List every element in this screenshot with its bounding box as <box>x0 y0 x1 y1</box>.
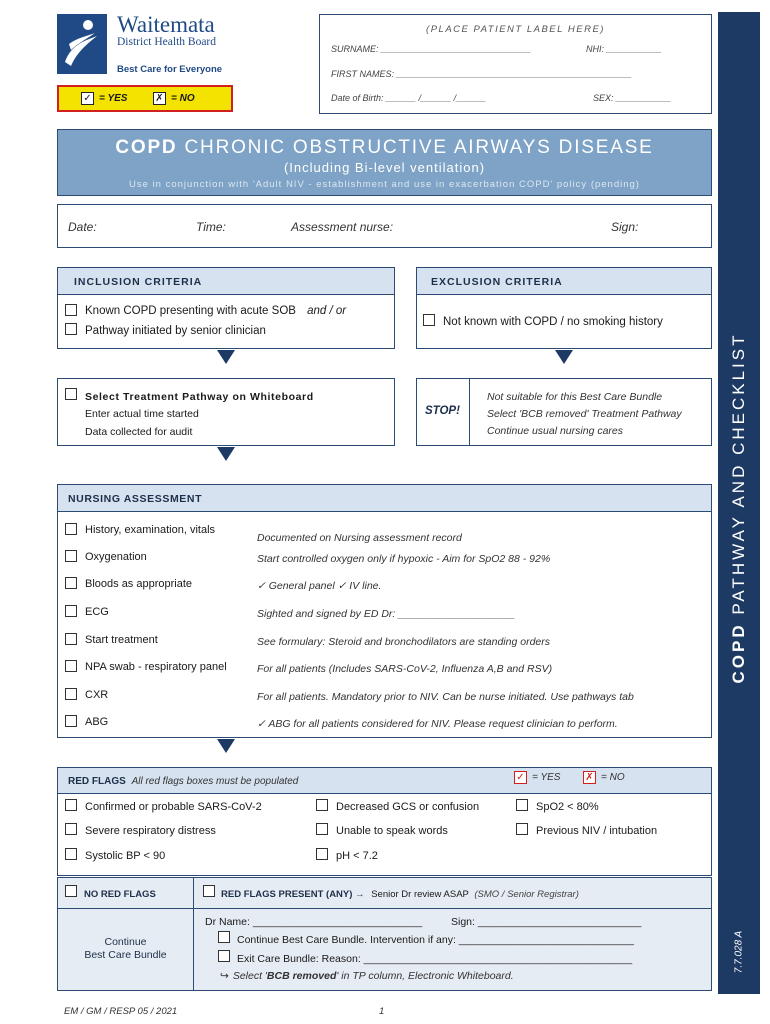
stop-box <box>416 378 712 446</box>
red-flags-note: All red flags boxes must be populated <box>131 776 299 787</box>
nursing-item-note: Documented on Nursing assessment record <box>257 532 462 544</box>
no-red-flags-checkbox[interactable] <box>65 885 77 897</box>
exclusion-item-1: Not known with COPD / no smoking history <box>443 316 663 328</box>
page-title <box>58 137 711 159</box>
red-flag-checkbox[interactable] <box>516 799 528 811</box>
nursing-checkbox[interactable] <box>65 577 77 589</box>
nhi-field[interactable]: NHI: ___________ <box>586 44 662 54</box>
nursing-checkbox[interactable] <box>65 715 77 727</box>
stop-label-cell <box>417 379 470 445</box>
nursing-checkbox[interactable] <box>65 605 77 617</box>
red-flag-label: Severe respiratory distress <box>85 825 216 837</box>
yes-no-legend <box>57 85 233 112</box>
nursing-checkbox[interactable] <box>65 688 77 700</box>
logo-subtitle: District Health Board <box>117 36 217 48</box>
inclusion-header: INCLUSION CRITERIA <box>74 276 203 288</box>
nursing-header: NURSING ASSESSMENT <box>68 493 203 505</box>
nursing-item-label: ABG <box>85 716 109 728</box>
arrow-down-icon <box>217 350 235 364</box>
inclusion-item-1 <box>85 305 346 317</box>
exclusion-criteria-box <box>416 267 712 349</box>
policy-note: Use in conjunction with 'Adult NIV - establishment and use in exacerbation COPD' policy (pending) <box>129 179 640 190</box>
red-flags-no-label: = NO <box>601 772 625 783</box>
treatment-checkbox[interactable] <box>65 388 77 400</box>
red-flags-yes-box: ✓ <box>514 771 527 784</box>
red-flags-yes-label: = YES <box>532 772 561 783</box>
exclusion-checkbox-1[interactable] <box>423 314 435 326</box>
red-flags-present-box <box>193 877 712 991</box>
stop-line-1: Not suitable for this Best Care Bundle <box>487 391 663 403</box>
continue-bundle-label[interactable]: Continue Best Care Bundle. Intervention if any: ______________________________ <box>237 934 634 946</box>
continue-bundle-checkbox[interactable] <box>218 931 230 943</box>
inclusion-item-2: Pathway initiated by senior clinician <box>85 325 266 337</box>
red-flags-present-label: RED FLAGS PRESENT (ANY) → <box>221 889 365 900</box>
red-flags-header <box>68 776 298 787</box>
arrow-down-icon <box>217 739 235 753</box>
red-flag-label: Decreased GCS or confusion <box>336 801 480 813</box>
red-flag-checkbox[interactable] <box>316 799 328 811</box>
side-banner-bold: COPD <box>729 622 748 684</box>
return-arrow-icon: ↪ <box>220 970 229 982</box>
red-flag-label: Previous NIV / intubation <box>536 825 658 837</box>
treatment-line-1: Enter actual time started <box>85 408 199 420</box>
stop-line-3: Continue usual nursing cares <box>487 425 623 437</box>
no-red-flags-box <box>57 877 194 991</box>
legend-no-label: = NO <box>171 93 195 104</box>
continue-line-1: Continue <box>104 936 147 948</box>
treatment-box <box>57 378 395 446</box>
select-suffix: ' in TP column, Electronic Whiteboard. <box>336 970 514 982</box>
surname-field[interactable]: SURNAME: ______________________________ <box>331 44 532 54</box>
senior-review-action: Senior Dr review ASAP <box>371 889 469 900</box>
bcb-removed-instruction <box>220 970 514 982</box>
stop-label: STOP! <box>425 405 460 417</box>
side-banner-rest: PATHWAY AND CHECKLIST <box>729 332 748 623</box>
red-flag-checkbox[interactable] <box>65 848 77 860</box>
nursing-item-note: For all patients. Mandatory prior to NIV. Can be nurse initiated. Use pathways tab <box>257 691 634 703</box>
dhb-logo <box>57 14 237 80</box>
exclusion-header: EXCLUSION CRITERIA <box>431 276 563 288</box>
red-flags-present-header <box>221 889 579 900</box>
no-red-flags-label: NO RED FLAGS <box>84 889 156 900</box>
nursing-item-label: ECG <box>85 606 109 618</box>
continue-line-2: Best Care Bundle <box>84 949 167 961</box>
treatment-line-2: Data collected for audit <box>85 426 193 438</box>
nursing-item-note: Start controlled oxygen only if hypoxic - Aim for SpO2 88 - 92% <box>257 553 551 565</box>
dr-sign-field[interactable]: Sign: ____________________________ <box>451 916 642 928</box>
red-flags-present-checkbox[interactable] <box>203 885 215 897</box>
title-bold: COPD <box>115 137 178 158</box>
patient-label-box <box>319 14 712 114</box>
nursing-checkbox[interactable] <box>65 660 77 672</box>
patient-label-title: (PLACE PATIENT LABEL HERE) <box>426 24 605 35</box>
title-block <box>57 129 712 196</box>
nursing-item-note: ✓ ABG for all patients considered for NIV. Please request clinician to perform. <box>257 718 618 730</box>
red-flags-present-divider <box>194 908 711 909</box>
nursing-checkbox[interactable] <box>65 523 77 535</box>
logo-tagline: Best Care for Everyone <box>117 64 223 75</box>
dr-name-field[interactable]: Dr Name: _____________________________ <box>205 916 423 928</box>
nursing-item-label: CXR <box>85 689 109 701</box>
logo-mark-icon <box>57 14 107 74</box>
nursing-item-label: NPA swab - respiratory panel <box>85 661 227 673</box>
time-field[interactable]: Time: <box>196 220 226 234</box>
red-flag-label: pH < 7.2 <box>336 850 378 862</box>
exit-bundle-label[interactable]: Exit Care Bundle: Reason: ______________________________________________ <box>237 953 633 965</box>
assessment-nurse-field[interactable]: Assessment nurse: <box>291 220 394 234</box>
senior-review-note: (SMO / Senior Registrar) <box>474 889 579 900</box>
red-flags-title: RED FLAGS <box>68 776 126 787</box>
legend-no-box: ✗ <box>153 92 166 105</box>
nursing-item-label: Start treatment <box>85 634 158 646</box>
inclusion-checkbox-1[interactable] <box>65 304 77 316</box>
red-flag-label: Confirmed or probable SARS-CoV-2 <box>85 801 262 813</box>
red-flag-label: SpO2 < 80% <box>536 801 599 813</box>
logo-name: Waitemata <box>117 12 215 37</box>
nursing-item-note: Sighted and signed by ED Dr: ____________________ <box>257 608 516 620</box>
footer-page-number: 1 <box>379 1006 385 1017</box>
select-bold: BCB removed <box>266 970 337 982</box>
red-flag-checkbox[interactable] <box>65 799 77 811</box>
red-flag-checkbox[interactable] <box>65 823 77 835</box>
legend-yes-label: = YES <box>99 93 128 104</box>
stop-line-2: Select 'BCB removed' Treatment Pathway <box>487 408 682 420</box>
title-rest: CHRONIC OBSTRUCTIVE AIRWAYS DISEASE <box>177 137 654 158</box>
sex-field[interactable]: SEX: ___________ <box>593 93 672 103</box>
page-subtitle: (Including Bi-level ventilation) <box>283 160 486 175</box>
nursing-checkbox[interactable] <box>65 633 77 645</box>
inclusion-item-1-label: Known COPD presenting with acute SOB <box>85 305 296 317</box>
nursing-item-label: Oxygenation <box>85 551 147 563</box>
nursing-item-note: For all patients (Includes SARS-CoV-2, Influenza A,B and RSV) <box>257 663 553 675</box>
side-banner-title <box>729 333 749 684</box>
footer-form-ref: EM / GM / RESP 05 / 2021 <box>64 1006 178 1017</box>
red-flags-box <box>57 767 712 876</box>
nursing-checkbox[interactable] <box>65 550 77 562</box>
dob-field[interactable]: Date of Birth: ______ /______ /______ <box>331 93 487 103</box>
treatment-title: Select Treatment Pathway on Whiteboard <box>85 391 314 403</box>
nursing-item-label: History, examination, vitals <box>85 524 216 536</box>
inclusion-criteria-box <box>57 267 395 349</box>
red-flag-label: Systolic BP < 90 <box>85 850 166 862</box>
nursing-item-note: See formulary: Steroid and bronchodilators are standing orders <box>257 636 550 648</box>
nursing-item-note: ✓ General panel ✓ IV line. <box>257 580 382 592</box>
legend-yes-box: ✓ <box>81 92 94 105</box>
arrow-down-icon <box>217 447 235 461</box>
exit-bundle-checkbox[interactable] <box>218 950 230 962</box>
inclusion-item-1-suffix: and / or <box>307 305 347 317</box>
inclusion-checkbox-2[interactable] <box>65 323 77 335</box>
sign-field[interactable]: Sign: <box>611 220 639 234</box>
red-flags-no-box: ✗ <box>583 771 596 784</box>
no-red-flags-divider <box>58 908 193 909</box>
red-flag-checkbox[interactable] <box>316 848 328 860</box>
select-prefix: Select ' <box>232 970 267 982</box>
form-code: 7.7.028 A <box>733 930 745 974</box>
nursing-item-label: Bloods as appropriate <box>85 578 193 590</box>
assessment-row <box>57 204 712 248</box>
first-names-field[interactable]: FIRST NAMES: _______________________________________________ <box>331 69 632 79</box>
nursing-assessment-box <box>57 484 712 738</box>
side-banner <box>718 12 760 994</box>
red-flag-checkbox[interactable] <box>316 823 328 835</box>
arrow-down-icon <box>555 350 573 364</box>
red-flag-label: Unable to speak words <box>336 825 448 837</box>
date-field[interactable]: Date: <box>68 220 97 234</box>
red-flag-checkbox[interactable] <box>516 823 528 835</box>
